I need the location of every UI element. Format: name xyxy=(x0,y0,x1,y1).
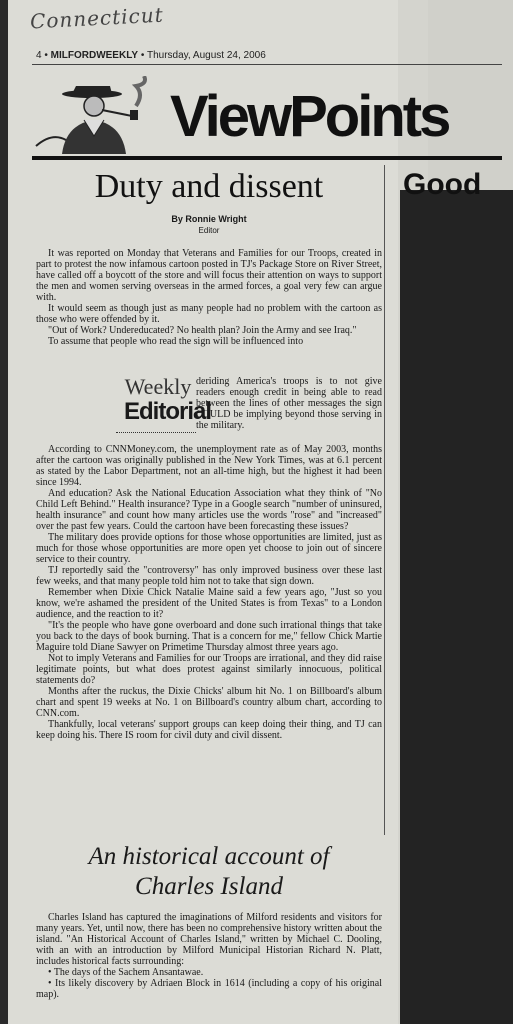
section-masthead: ViewPoints xyxy=(170,84,449,149)
paragraph: To assume that people who read the sign will be influenced into xyxy=(48,336,304,347)
paragraph: Not to imply Veterans and Families for our Troops are irrational, and they did raise legitimate points, but what does protest against similarly innocuous, political statements do? xyxy=(36,653,382,686)
paper-name: MILFORDWEEKLY xyxy=(50,50,139,61)
colonial-man-pipe-icon xyxy=(32,76,162,154)
header-rule xyxy=(32,64,502,65)
paragraph: And education? Ask the National Education Association what they think of "No Child Left Behind." Health insurance? Type in a Google search "number of uninsured, health insurance" and count how many articles use the words "rose" and "increased" over the past few years. Could the cartoon have been forecasting these issues? xyxy=(36,488,382,532)
paragraph: According to CNNMoney.com, the unemployment rate as of May 2003, months after the cartoon was originally published in the New York Times, was at 6.1 percent as stated by the Labor Department, not an all-time high, but the highest it had been since 1994. xyxy=(36,444,382,488)
masthead-rule xyxy=(32,156,502,160)
paragraph: deriding America's troops is to not give readers enough credit in being able to read between the lines of other messages the sign COULD be implying beyond those serving in the military. xyxy=(196,376,382,431)
byline-role: Editor xyxy=(198,226,220,235)
next-column-headline: Good xyxy=(403,168,482,201)
callout-weekly: Weekly xyxy=(124,374,192,399)
paragraph: It would seem as though just as many people had no problem with the cartoon as those who were offended by it. xyxy=(36,303,382,325)
scan-left-edge xyxy=(0,0,8,1024)
paragraph: TJ reportedly said the "controversy" has only improved business over these last few weeks, and that many people told him not to take that sign down. xyxy=(36,565,382,587)
column-divider xyxy=(384,165,385,835)
paragraph: Months after the ruckus, the Dixie Chicks' album hit No. 1 on Billboard's album chart and spent 19 weeks at No. 1 on Billboard's country album chart, according to CNN.com. xyxy=(36,686,382,719)
paragraph: "It's the people who have gone overboard and done such irrational things that take you back to the days of book burning. That is a concern for me," fellow Chick Martie Maguire told Diane Sawyer on Primetime Thursday almost three years ago. xyxy=(36,620,382,653)
byline: By Ronnie Wright xyxy=(171,214,247,224)
article-body-bottom xyxy=(36,444,382,741)
handwritten-note: Connecticut xyxy=(29,2,165,34)
scan-background xyxy=(400,190,513,1024)
sidebar-body xyxy=(36,912,382,1000)
paragraph: It was reported on Monday that Veterans and Families for our Troops, created in part to protest the now infamous cartoon posted in TJ's Package Store on River Street, have called off a boycott of the store and will focus their attention on ways to support the men and women serving overseas in the armed forces, a goal very few can argue with. xyxy=(36,248,382,303)
paragraph: Thankfully, local veterans' support groups can keep doing their thing, and TJ can keep doing his. There IS room for civil duty and civil dissent. xyxy=(36,719,382,741)
page-number: 4 xyxy=(36,50,42,61)
article-body-top xyxy=(36,248,382,347)
paragraph: The military does provide options for those whose opportunities are limited, just as much for those whose opportunities are more open yet choose to join out of sincere service to their country. xyxy=(36,532,382,565)
sidebar-headline: An historical account of Charles Island xyxy=(88,843,330,900)
dateline: 4 • MILFORDWEEKLY • Thursday, August 24, 2006 xyxy=(36,50,266,61)
article-headline: Duty and dissent xyxy=(94,168,324,205)
issue-date: Thursday, August 24, 2006 xyxy=(146,50,266,61)
callout-editorial: Editorial xyxy=(124,398,212,425)
paragraph: Charles Island has captured the imaginations of Milford residents and visitors for many years. Yet, until now, there has been no comprehensive history written about the island. "An Historical Account of Charles Island," written by Michael C. Dooling, with an with an introduction by Milford Municipal Historian Richard N. Platt, includes historical facts surrounding: xyxy=(36,912,382,967)
list-item: • The days of the Sachem Ansantawae. xyxy=(48,967,204,978)
weekly-editorial-callout xyxy=(124,374,212,433)
paragraph: "Out of Work? Undereducated? No health plan? Join the Army and see Iraq." xyxy=(48,325,357,336)
list-item: • Its likely discovery by Adriaen Block in 1614 (including a copy of his original map). xyxy=(36,978,382,1000)
paragraph: Remember when Dixie Chick Natalie Maine said a few years ago, "Just so you know, we're ashamed the president of the United States is from Texas" to a London audience, and the reaction to it? xyxy=(36,587,382,620)
article-wrap-text xyxy=(196,376,382,431)
callout-rule xyxy=(116,432,196,433)
